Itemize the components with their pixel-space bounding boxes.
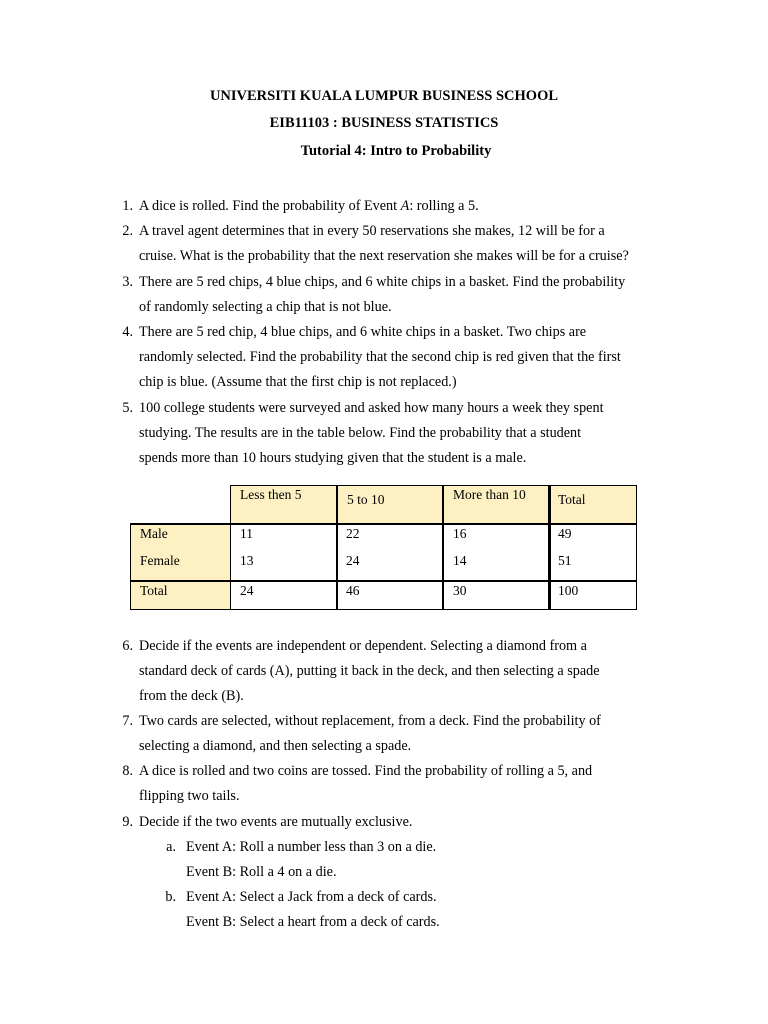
- tutorial-title: Tutorial 4: Intro to Probability: [300, 143, 492, 159]
- question-text: Two cards are selected, without replacement, from a deck. Find the probability of selecting a diamond, and then selecting a spade.: [139, 713, 601, 754]
- table-cell: 24: [240, 583, 254, 598]
- question-number: 9.: [122, 814, 133, 830]
- table-border: [130, 523, 637, 525]
- table-border: [130, 580, 637, 582]
- table-cell: 13: [240, 553, 254, 568]
- question-text: Decide if the two events are mutually exclusive.: [139, 814, 413, 830]
- table-cell: 24: [346, 553, 360, 568]
- table-cell: 11: [240, 526, 253, 541]
- question-text: A dice is rolled and two coins are tossed. Find the probability of rolling a 5, and flipping two tails.: [139, 763, 593, 804]
- question-number: 6.: [122, 638, 133, 654]
- sub-item-text: Event A: Select a Jack from a deck of cards. Event B: Select a heart from a deck of cards.: [186, 889, 440, 930]
- question-text: There are 5 red chips, 4 blue chips, and 6 white chips in a basket. Find the probability of randomly selecting a chip that is not blue.: [139, 274, 626, 315]
- question-number: 2.: [122, 223, 133, 239]
- table-border: [336, 485, 338, 610]
- question-number: 7.: [122, 713, 133, 729]
- column-header: Less then 5: [240, 487, 302, 502]
- sub-item-letter: b.: [165, 889, 176, 905]
- table-border: [230, 485, 231, 610]
- question-number: 1.: [122, 198, 133, 214]
- course-title: EIB11103 : BUSINESS STATISTICS: [269, 115, 499, 131]
- row-label: Male: [140, 526, 168, 541]
- table-cell: 14: [453, 553, 467, 568]
- question-number: 4.: [122, 324, 133, 340]
- table-cell: 30: [453, 583, 467, 598]
- column-header: Total: [558, 492, 586, 507]
- question-text: There are 5 red chip, 4 blue chips, and 6 white chips in a basket. Two chips are randomly selected. Find the probability that the second chip is red given that the first chip is blue. (Assume that the first chip is not replaced.): [139, 324, 621, 390]
- column-header: 5 to 10: [347, 492, 385, 507]
- question-number: 3.: [122, 274, 133, 290]
- table-border: [230, 485, 637, 486]
- table-border: [548, 485, 551, 610]
- sub-item-text: Event A: Roll a number less than 3 on a die. Event B: Roll a 4 on a die.: [186, 839, 437, 880]
- sub-item-letter: a.: [166, 839, 176, 855]
- table-cell: 46: [346, 583, 360, 598]
- question-number: 5.: [122, 400, 133, 416]
- table-cell: 51: [558, 553, 572, 568]
- school-title: UNIVERSITI KUALA LUMPUR BUSINESS SCHOOL: [209, 88, 559, 104]
- table-cell: 100: [558, 583, 579, 598]
- column-header: More than 10: [453, 487, 526, 502]
- table-cell: 16: [453, 526, 467, 541]
- table-border: [442, 485, 444, 610]
- question-text: Decide if the events are independent or dependent. Selecting a diamond from a standard deck of cards (A), putting it back in the deck, and then selecting a spade from the deck (B).: [139, 638, 600, 704]
- row-label: Female: [140, 553, 180, 568]
- table-border: [636, 485, 637, 610]
- row-label: Total: [140, 583, 168, 598]
- question-text: A travel agent determines that in every 50 reservations she makes, 12 will be for a cruise. What is the probability that the next reservation she makes will be for a cruise?: [139, 223, 629, 264]
- table-border: [130, 609, 637, 610]
- table-cell: 22: [346, 526, 360, 541]
- table-border: [130, 523, 131, 610]
- table-cell: 49: [558, 526, 572, 541]
- question-number: 8.: [122, 763, 133, 779]
- question-text: 100 college students were surveyed and asked how many hours a week they spent studying. The results are in the table below. Find the probability that a student spends more than 10 hours studying given that the student is a male.: [139, 400, 604, 466]
- question-text: A dice is rolled. Find the probability of Event A: rolling a 5.: [139, 198, 479, 214]
